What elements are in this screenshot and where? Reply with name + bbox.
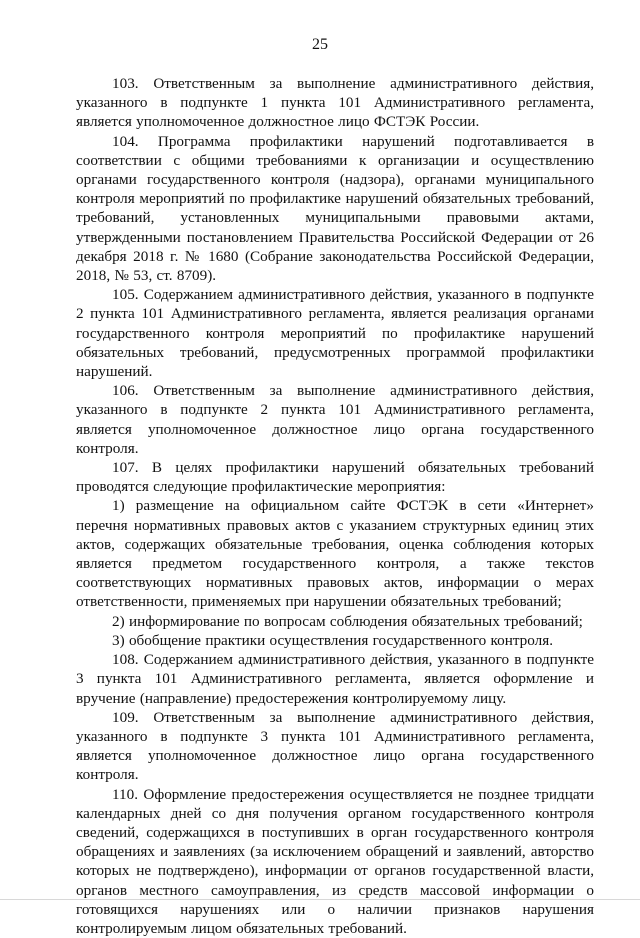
list-item-2: 2) информирование по вопросам соблюдения обязательных требований; [112,612,583,630]
page-bottom-edge [0,899,640,900]
paragraph-110: 110. Оформление предостережения осуществляется не позднее тридцати календарных дней со дня получения органом государственного контроля сведений, содержащихся в поступивших в орган государственного контроля обращениях и заявлениях (за исключением обращений и заявлений, авторство которых не подтверждено), информации от органов государственной власти, органов местного самоуправления, из средств массовой информации о готовящихся нарушениях или о наличии признаков нарушения контролируемым лицом обязательных требований. [76,785,594,937]
page-number: 25 [312,36,328,53]
paragraph-103: 103. Ответственным за выполнение административного действия, указанного в подпункте 1 пункта 101 Административного регламента, является уполномоченное должностное лицо ФСТЭК России. [76,75,594,131]
paragraph-105: 105. Содержанием административного действия, указанного в подпункте 2 пункта 101 Административного регламента, является реализация органами государственного контроля мероприятий по профилактике нарушений обязательных требований, предусмотренных программой профилактики нарушений. [76,286,594,381]
paragraph-109: 109. Ответственным за выполнение административного действия, указанного в подпункте 3 пункта 101 Административного регламента, является уполномоченное должностное лицо органа государственного контроля. [76,708,594,784]
document-body [76,74,594,938]
paragraph-104: 104. Программа профилактики нарушений подготавливается в соответствии с общими требованиями к организации и осуществлению органами государственного контроля (надзора), органами муниципального контроля мероприятий по профилактике нарушений обязательных требований, требований, установленных муниципальными правовыми актами, утвержденными постановлением Правительства Российской Федерации от 26 декабря 2018 г. № 1680 (Собрание законодательства Российской Федерации, 2018, № 53, ст. 8709). [76,132,594,285]
paragraph-106: 106. Ответственным за выполнение административного действия, указанного в подпункте 2 пункта 101 Административного регламента, является уполномоченное должностное лицо органа государственного контроля. [76,382,594,457]
paragraph-108: 108. Содержанием административного действия, указанного в подпункте 3 пункта 101 Административного регламента, является оформление и вручение (направление) предостережения контролируемому лицу. [76,651,594,707]
list-item-3: 3) обобщение практики осуществления государственного контроля. [112,631,554,649]
paragraph-107: 107. В целях профилактики нарушений обязательных требований проводятся следующие профилактические мероприятия: [76,459,594,496]
list-item-1: 1) размещение на официальном сайте ФСТЭК в сети «Интернет» перечня нормативных правовых актов с указанием структурных единиц этих актов, содержащих обязательные требования, оценка соблюдения которых является предметом государственного контроля, а также текстов соответствующих нормативных правовых актов, информации о мерах ответственности, применяемых при нарушении обязательных требований; [76,497,594,611]
